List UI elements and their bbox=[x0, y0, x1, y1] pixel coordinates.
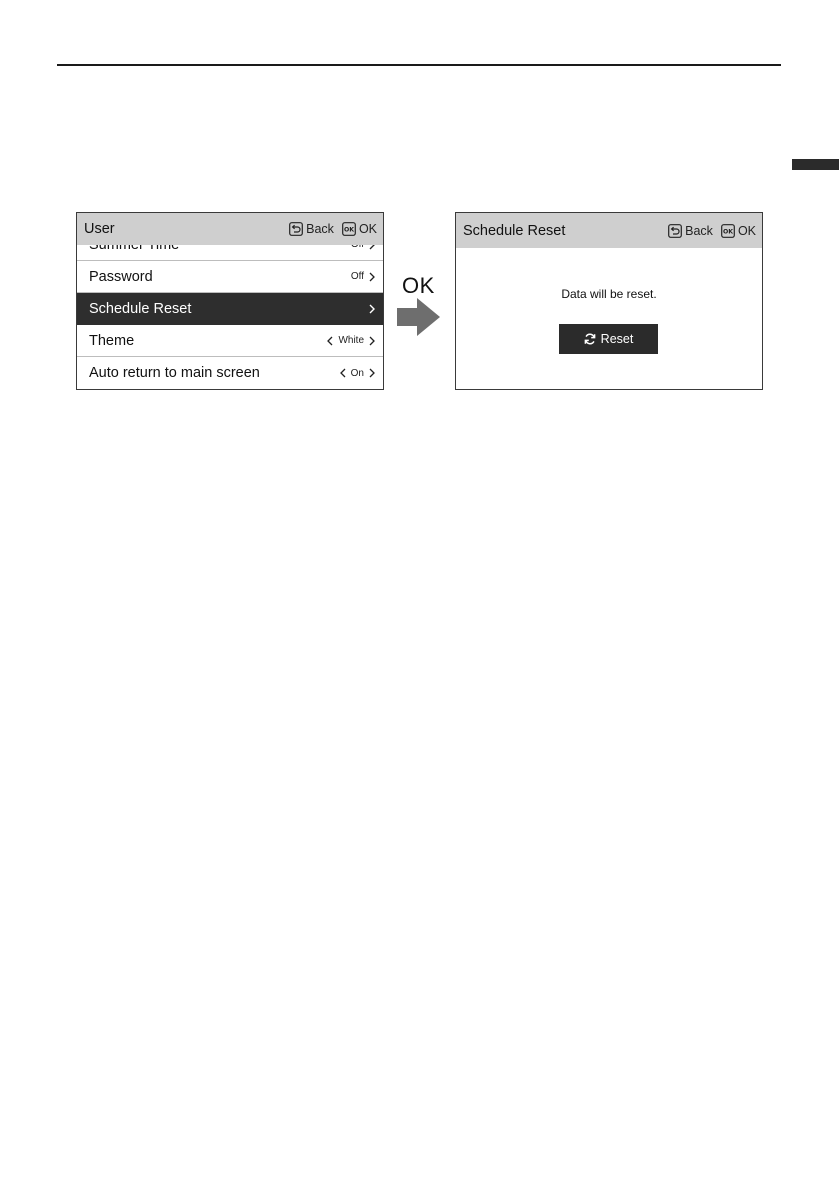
section-tab-marker bbox=[792, 159, 839, 170]
user-menu-screen bbox=[76, 212, 384, 390]
back-label: Back bbox=[306, 222, 334, 236]
ok-label: OK bbox=[737, 223, 756, 238]
reset-button[interactable] bbox=[559, 324, 658, 354]
screen-title: Schedule Reset bbox=[463, 222, 566, 239]
ok-button[interactable] bbox=[721, 224, 756, 238]
ok-icon bbox=[721, 224, 735, 238]
ok-button[interactable] bbox=[342, 222, 377, 236]
menu-item-value: Off bbox=[350, 271, 364, 282]
transition-arrow-icon bbox=[397, 298, 441, 336]
menu-item-label: Auto return to main screen bbox=[89, 365, 260, 381]
back-button[interactable] bbox=[289, 222, 334, 236]
refresh-icon bbox=[584, 333, 596, 345]
svg-text:OK: OK bbox=[722, 228, 733, 236]
header-rule bbox=[57, 64, 781, 66]
ok-icon bbox=[342, 222, 356, 236]
reset-button-label: Reset bbox=[600, 332, 634, 346]
menu-item-label: Password bbox=[89, 268, 153, 285]
menu-item-theme[interactable] bbox=[77, 325, 383, 357]
back-icon bbox=[668, 224, 682, 238]
chevron-right-icon bbox=[369, 272, 375, 282]
back-label: Back bbox=[685, 223, 713, 238]
screen-header bbox=[456, 213, 762, 248]
back-icon bbox=[289, 222, 303, 236]
schedule-reset-screen bbox=[455, 212, 763, 390]
chevron-right-icon[interactable] bbox=[369, 336, 375, 346]
back-button[interactable] bbox=[668, 224, 713, 238]
chevron-right-icon[interactable] bbox=[369, 368, 375, 378]
chevron-right-icon bbox=[369, 304, 375, 314]
svg-text:OK: OK bbox=[343, 226, 354, 234]
chevron-left-icon[interactable] bbox=[340, 368, 346, 378]
chevron-left-icon[interactable] bbox=[327, 336, 333, 346]
menu-item-schedule-reset[interactable] bbox=[77, 293, 383, 325]
menu-item-label: Theme bbox=[89, 332, 135, 349]
screen-header bbox=[77, 213, 383, 245]
screen-title: User bbox=[84, 221, 115, 237]
menu-item-label: Schedule Reset bbox=[89, 300, 192, 317]
menu-item-value: White bbox=[338, 335, 364, 346]
menu-item-value: On bbox=[350, 367, 364, 379]
menu-item-auto-return[interactable] bbox=[77, 357, 383, 389]
transition-ok-label: OK bbox=[402, 273, 435, 298]
ok-label: OK bbox=[358, 222, 377, 236]
menu-item-password[interactable] bbox=[77, 261, 383, 293]
reset-message: Data will be reset. bbox=[561, 287, 657, 301]
